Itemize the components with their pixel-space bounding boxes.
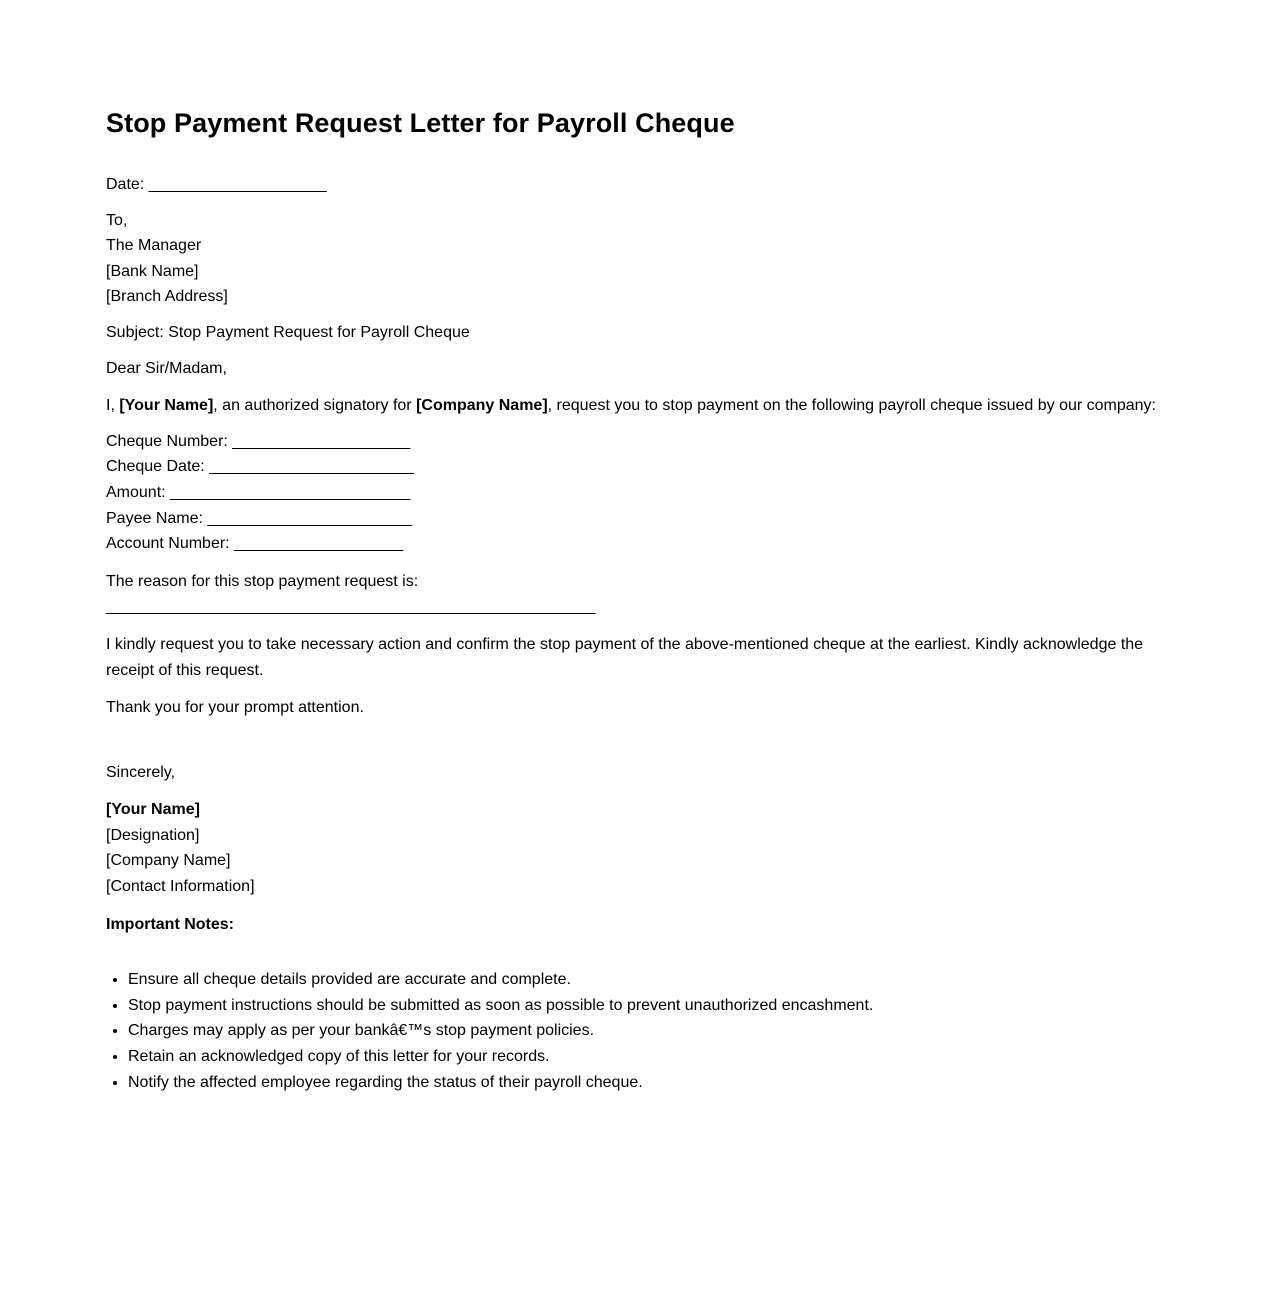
salutation: Dear Sir/Madam, <box>106 359 227 377</box>
list-item: • Charges may apply as per your bankâ€™s stop payment policies. <box>128 1018 1172 1044</box>
address-branch: [Branch Address] <box>106 288 228 306</box>
field-blank: ___________________________ <box>170 483 411 501</box>
thanks-line: Thank you for your prompt attention. <box>106 699 364 717</box>
field-payee-name <box>106 506 1172 532</box>
intro-suffix: , request you to stop payment on the following payroll cheque issued by our company: <box>547 397 1156 415</box>
field-blank: ___________________ <box>234 535 404 553</box>
cheque-details <box>106 429 1172 557</box>
intro-paragraph <box>106 393 1172 419</box>
notes-heading: Important Notes: <box>106 915 234 933</box>
field-amount <box>106 480 1172 506</box>
closing-paragraph: I kindly request you to take necessary action and confirm the stop payment of the above-mentioned cheque at the earliest. Kindly acknowledge the receipt of this request. <box>106 635 1144 679</box>
address-to: To, <box>106 211 128 229</box>
reason-label: The reason for this stop payment request is: <box>106 572 419 590</box>
sincerely-line: Sincerely, <box>106 763 176 781</box>
address-manager: The Manager <box>106 237 202 255</box>
date-label: Date: <box>106 176 145 193</box>
field-account-number <box>106 531 1172 557</box>
list-item: • Ensure all cheque details provided are accurate and complete. <box>128 967 1172 993</box>
field-blank: ____________________ <box>232 432 411 450</box>
address-bank-name: [Bank Name] <box>106 262 199 280</box>
list-item: • Stop payment instructions should be submitted as soon as possible to prevent unauthorized encashment. <box>128 993 1172 1019</box>
field-cheque-number <box>106 429 1172 455</box>
signature-contact: [Contact Information] <box>106 878 255 896</box>
intro-company-name: [Company Name] <box>416 397 548 415</box>
subject-line: Subject: Stop Payment Request for Payroll Cheque <box>106 323 470 341</box>
date-blank: ____________________ <box>148 176 327 193</box>
signature-name: [Your Name] <box>106 801 200 819</box>
signature-designation: [Designation] <box>106 826 200 844</box>
reason-blank: _______________________________________________________ <box>106 598 596 616</box>
list-item: • Notify the affected employee regarding the status of their payroll cheque. <box>128 1070 1172 1096</box>
intro-your-name: [Your Name] <box>119 397 214 415</box>
notes-list <box>106 967 1172 1095</box>
field-label: Cheque Date: <box>106 458 205 476</box>
field-blank: _______________________ <box>207 509 413 527</box>
page-title: Stop Payment Request Letter for Payroll Cheque <box>106 108 735 138</box>
recipient-address <box>106 208 1172 310</box>
list-item: • Retain an acknowledged copy of this letter for your records. <box>128 1044 1172 1070</box>
field-label: Cheque Number: <box>106 432 228 450</box>
field-blank: _______________________ <box>209 458 414 476</box>
signature-block <box>106 797 1172 899</box>
intro-prefix: I, <box>106 397 120 415</box>
intro-middle: , an authorized signatory for <box>213 397 417 415</box>
field-cheque-date <box>106 454 1172 480</box>
field-label: Amount: <box>106 483 166 501</box>
date-line <box>106 172 1172 198</box>
signature-company: [Company Name] <box>106 852 231 870</box>
field-label: Account Number: <box>106 535 230 553</box>
field-label: Payee Name: <box>106 509 203 527</box>
